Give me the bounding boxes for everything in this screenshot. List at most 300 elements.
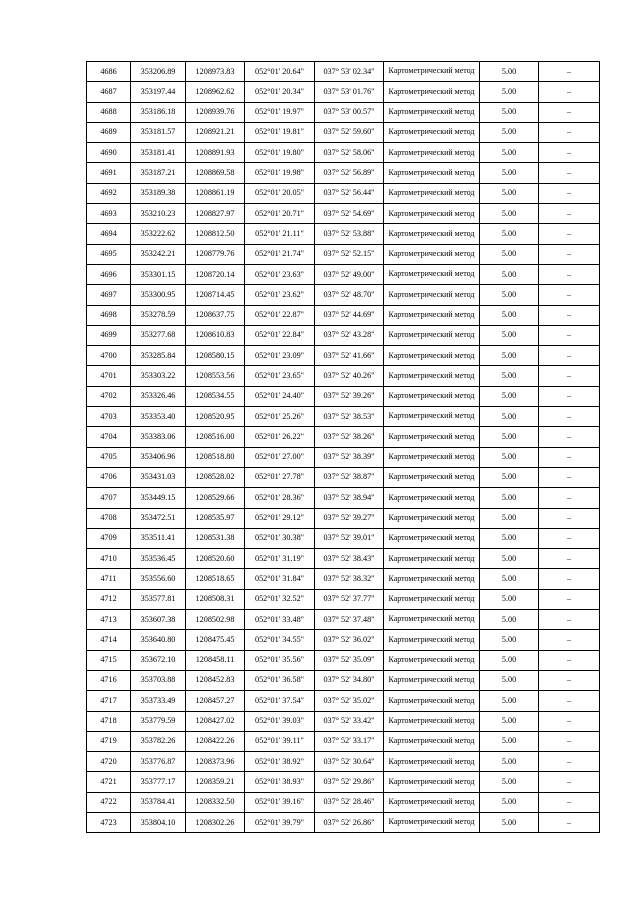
y-coordinate-cell: 1208812.50 [186, 224, 245, 244]
latitude-cell: 052°01' 34.55" [245, 630, 315, 650]
accuracy-cell: 5.00 [480, 569, 539, 589]
note-cell: – [539, 427, 600, 447]
latitude-cell: 052°01' 26.22" [245, 427, 315, 447]
coordinates-table [86, 61, 600, 833]
y-coordinate-cell: 1208518.65 [186, 569, 245, 589]
x-coordinate-cell: 353383.06 [131, 427, 186, 447]
method-cell: Картометрический метод [384, 447, 480, 467]
longitude-cell: 037° 52' 39.26" [315, 386, 384, 406]
method-cell: Картометрический метод [384, 427, 480, 447]
y-coordinate-cell: 1208422.26 [186, 731, 245, 751]
method-cell: Картометрический метод [384, 731, 480, 751]
latitude-cell: 052°01' 20.71" [245, 204, 315, 224]
y-coordinate-cell: 1208720.14 [186, 264, 245, 284]
note-cell: – [539, 264, 600, 284]
table-row [87, 752, 600, 772]
x-coordinate-cell: 353536.45 [131, 549, 186, 569]
latitude-cell: 052°01' 19.80" [245, 143, 315, 163]
method-cell: Картометрический метод [384, 407, 480, 427]
point-number-cell: 4694 [87, 224, 131, 244]
latitude-cell: 052°01' 23.09" [245, 346, 315, 366]
accuracy-cell: 5.00 [480, 386, 539, 406]
y-coordinate-cell: 1208553.56 [186, 366, 245, 386]
table-row [87, 610, 600, 630]
point-number-cell: 4702 [87, 386, 131, 406]
longitude-cell: 037° 52' 38.53" [315, 407, 384, 427]
point-number-cell: 4712 [87, 589, 131, 609]
accuracy-cell: 5.00 [480, 508, 539, 528]
latitude-cell: 052°01' 31.84" [245, 569, 315, 589]
table-row [87, 812, 600, 832]
accuracy-cell: 5.00 [480, 792, 539, 812]
longitude-cell: 037° 52' 59.60" [315, 122, 384, 142]
y-coordinate-cell: 1208610.83 [186, 325, 245, 345]
latitude-cell: 052°01' 32.52" [245, 589, 315, 609]
accuracy-cell: 5.00 [480, 325, 539, 345]
table-row [87, 467, 600, 487]
longitude-cell: 037° 52' 54.69" [315, 204, 384, 224]
method-cell: Картометрический метод [384, 569, 480, 589]
x-coordinate-cell: 353187.21 [131, 163, 186, 183]
note-cell: – [539, 711, 600, 731]
table-row [87, 82, 600, 102]
table-row [87, 366, 600, 386]
note-cell: – [539, 366, 600, 386]
latitude-cell: 052°01' 20.34" [245, 82, 315, 102]
accuracy-cell: 5.00 [480, 427, 539, 447]
latitude-cell: 052°01' 36.58" [245, 670, 315, 690]
x-coordinate-cell: 353181.57 [131, 122, 186, 142]
y-coordinate-cell: 1208518.80 [186, 447, 245, 467]
x-coordinate-cell: 353703.88 [131, 670, 186, 690]
longitude-cell: 037° 52' 26.86" [315, 812, 384, 832]
table-row [87, 792, 600, 812]
accuracy-cell: 5.00 [480, 610, 539, 630]
longitude-cell: 037° 52' 37.77" [315, 589, 384, 609]
latitude-cell: 052°01' 22.84" [245, 325, 315, 345]
point-number-cell: 4693 [87, 204, 131, 224]
note-cell: – [539, 569, 600, 589]
latitude-cell: 052°01' 33.48" [245, 610, 315, 630]
x-coordinate-cell: 353189.38 [131, 183, 186, 203]
table-row [87, 386, 600, 406]
x-coordinate-cell: 353804.10 [131, 812, 186, 832]
method-cell: Картометрический метод [384, 589, 480, 609]
point-number-cell: 4709 [87, 528, 131, 548]
y-coordinate-cell: 1208779.76 [186, 244, 245, 264]
latitude-cell: 052°01' 23.65" [245, 366, 315, 386]
point-number-cell: 4701 [87, 366, 131, 386]
longitude-cell: 037° 52' 29.86" [315, 772, 384, 792]
method-cell: Картометрический метод [384, 711, 480, 731]
accuracy-cell: 5.00 [480, 82, 539, 102]
accuracy-cell: 5.00 [480, 752, 539, 772]
accuracy-cell: 5.00 [480, 407, 539, 427]
note-cell: – [539, 731, 600, 751]
latitude-cell: 052°01' 35.56" [245, 650, 315, 670]
x-coordinate-cell: 353640.80 [131, 630, 186, 650]
table-row [87, 264, 600, 284]
accuracy-cell: 5.00 [480, 812, 539, 832]
x-coordinate-cell: 353607.38 [131, 610, 186, 630]
point-number-cell: 4695 [87, 244, 131, 264]
longitude-cell: 037° 52' 40.26" [315, 366, 384, 386]
note-cell: – [539, 670, 600, 690]
point-number-cell: 4700 [87, 346, 131, 366]
y-coordinate-cell: 1208520.95 [186, 407, 245, 427]
y-coordinate-cell: 1208531.38 [186, 528, 245, 548]
y-coordinate-cell: 1208580.15 [186, 346, 245, 366]
point-number-cell: 4687 [87, 82, 131, 102]
table-row [87, 244, 600, 264]
table-row [87, 589, 600, 609]
y-coordinate-cell: 1208921.21 [186, 122, 245, 142]
x-coordinate-cell: 353472.51 [131, 508, 186, 528]
table-row [87, 447, 600, 467]
point-number-cell: 4714 [87, 630, 131, 650]
y-coordinate-cell: 1208508.31 [186, 589, 245, 609]
x-coordinate-cell: 353206.89 [131, 62, 186, 82]
note-cell: – [539, 122, 600, 142]
longitude-cell: 037° 52' 49.00" [315, 264, 384, 284]
method-cell: Картометрический метод [384, 528, 480, 548]
longitude-cell: 037° 52' 38.43" [315, 549, 384, 569]
accuracy-cell: 5.00 [480, 163, 539, 183]
latitude-cell: 052°01' 19.97" [245, 102, 315, 122]
accuracy-cell: 5.00 [480, 488, 539, 508]
table-row [87, 549, 600, 569]
note-cell: – [539, 467, 600, 487]
table-row [87, 183, 600, 203]
y-coordinate-cell: 1208827.97 [186, 204, 245, 224]
point-number-cell: 4704 [87, 427, 131, 447]
accuracy-cell: 5.00 [480, 224, 539, 244]
x-coordinate-cell: 353779.59 [131, 711, 186, 731]
note-cell: – [539, 163, 600, 183]
accuracy-cell: 5.00 [480, 467, 539, 487]
accuracy-cell: 5.00 [480, 670, 539, 690]
y-coordinate-cell: 1208359.21 [186, 772, 245, 792]
method-cell: Картометрический метод [384, 752, 480, 772]
y-coordinate-cell: 1208869.58 [186, 163, 245, 183]
longitude-cell: 037° 52' 35.09" [315, 650, 384, 670]
point-number-cell: 4691 [87, 163, 131, 183]
note-cell: – [539, 244, 600, 264]
note-cell: – [539, 447, 600, 467]
longitude-cell: 037° 52' 53.88" [315, 224, 384, 244]
y-coordinate-cell: 1208458.11 [186, 650, 245, 670]
y-coordinate-cell: 1208973.83 [186, 62, 245, 82]
latitude-cell: 052°01' 27.78" [245, 467, 315, 487]
x-coordinate-cell: 353431.03 [131, 467, 186, 487]
note-cell: – [539, 407, 600, 427]
accuracy-cell: 5.00 [480, 650, 539, 670]
latitude-cell: 052°01' 37.54" [245, 691, 315, 711]
accuracy-cell: 5.00 [480, 528, 539, 548]
point-number-cell: 4717 [87, 691, 131, 711]
note-cell: – [539, 691, 600, 711]
table-row [87, 630, 600, 650]
method-cell: Картометрический метод [384, 610, 480, 630]
table-row [87, 163, 600, 183]
note-cell: – [539, 650, 600, 670]
x-coordinate-cell: 353197.44 [131, 82, 186, 102]
method-cell: Картометрический метод [384, 812, 480, 832]
point-number-cell: 4689 [87, 122, 131, 142]
latitude-cell: 052°01' 38.92" [245, 752, 315, 772]
point-number-cell: 4715 [87, 650, 131, 670]
accuracy-cell: 5.00 [480, 285, 539, 305]
longitude-cell: 037° 52' 33.17" [315, 731, 384, 751]
y-coordinate-cell: 1208535.97 [186, 508, 245, 528]
longitude-cell: 037° 52' 28.46" [315, 792, 384, 812]
table-row [87, 102, 600, 122]
method-cell: Картометрический метод [384, 102, 480, 122]
longitude-cell: 037° 52' 56.89" [315, 163, 384, 183]
longitude-cell: 037° 52' 43.28" [315, 325, 384, 345]
note-cell: – [539, 386, 600, 406]
y-coordinate-cell: 1208475.45 [186, 630, 245, 650]
latitude-cell: 052°01' 21.74" [245, 244, 315, 264]
note-cell: – [539, 102, 600, 122]
method-cell: Картометрический метод [384, 264, 480, 284]
longitude-cell: 037° 52' 38.39" [315, 447, 384, 467]
accuracy-cell: 5.00 [480, 264, 539, 284]
method-cell: Картометрический метод [384, 386, 480, 406]
y-coordinate-cell: 1208534.55 [186, 386, 245, 406]
point-number-cell: 4697 [87, 285, 131, 305]
longitude-cell: 037° 52' 37.48" [315, 610, 384, 630]
point-number-cell: 4722 [87, 792, 131, 812]
latitude-cell: 052°01' 29.12" [245, 508, 315, 528]
x-coordinate-cell: 353326.46 [131, 386, 186, 406]
y-coordinate-cell: 1208714.45 [186, 285, 245, 305]
latitude-cell: 052°01' 24.40" [245, 386, 315, 406]
y-coordinate-cell: 1208452.83 [186, 670, 245, 690]
note-cell: – [539, 62, 600, 82]
latitude-cell: 052°01' 22.87" [245, 305, 315, 325]
y-coordinate-cell: 1208457.27 [186, 691, 245, 711]
longitude-cell: 037° 52' 38.87" [315, 467, 384, 487]
method-cell: Картометрический метод [384, 549, 480, 569]
method-cell: Картометрический метод [384, 62, 480, 82]
method-cell: Картометрический метод [384, 488, 480, 508]
accuracy-cell: 5.00 [480, 122, 539, 142]
x-coordinate-cell: 353300.95 [131, 285, 186, 305]
table-row [87, 711, 600, 731]
y-coordinate-cell: 1208528.02 [186, 467, 245, 487]
table-row [87, 528, 600, 548]
note-cell: – [539, 488, 600, 508]
point-number-cell: 4699 [87, 325, 131, 345]
point-number-cell: 4718 [87, 711, 131, 731]
latitude-cell: 052°01' 19.81" [245, 122, 315, 142]
method-cell: Картометрический метод [384, 325, 480, 345]
x-coordinate-cell: 353303.22 [131, 366, 186, 386]
method-cell: Картометрический метод [384, 366, 480, 386]
longitude-cell: 037° 52' 48.70" [315, 285, 384, 305]
accuracy-cell: 5.00 [480, 711, 539, 731]
x-coordinate-cell: 353556.60 [131, 569, 186, 589]
table-row [87, 772, 600, 792]
longitude-cell: 037° 52' 38.94" [315, 488, 384, 508]
y-coordinate-cell: 1208861.19 [186, 183, 245, 203]
point-number-cell: 4705 [87, 447, 131, 467]
x-coordinate-cell: 353242.21 [131, 244, 186, 264]
latitude-cell: 052°01' 39.79" [245, 812, 315, 832]
point-number-cell: 4690 [87, 143, 131, 163]
x-coordinate-cell: 353776.87 [131, 752, 186, 772]
point-number-cell: 4713 [87, 610, 131, 630]
x-coordinate-cell: 353278.59 [131, 305, 186, 325]
method-cell: Картометрический метод [384, 630, 480, 650]
x-coordinate-cell: 353186.18 [131, 102, 186, 122]
longitude-cell: 037° 52' 34.80" [315, 670, 384, 690]
note-cell: – [539, 589, 600, 609]
note-cell: – [539, 204, 600, 224]
point-number-cell: 4711 [87, 569, 131, 589]
point-number-cell: 4707 [87, 488, 131, 508]
point-number-cell: 4698 [87, 305, 131, 325]
method-cell: Картометрический метод [384, 650, 480, 670]
note-cell: – [539, 812, 600, 832]
method-cell: Картометрический метод [384, 467, 480, 487]
longitude-cell: 037° 52' 41.66" [315, 346, 384, 366]
latitude-cell: 052°01' 21.11" [245, 224, 315, 244]
method-cell: Картометрический метод [384, 772, 480, 792]
table-row [87, 650, 600, 670]
point-number-cell: 4706 [87, 467, 131, 487]
method-cell: Картометрический метод [384, 143, 480, 163]
y-coordinate-cell: 1208520.60 [186, 549, 245, 569]
x-coordinate-cell: 353784.41 [131, 792, 186, 812]
y-coordinate-cell: 1208529.66 [186, 488, 245, 508]
note-cell: – [539, 549, 600, 569]
point-number-cell: 4710 [87, 549, 131, 569]
note-cell: – [539, 82, 600, 102]
y-coordinate-cell: 1208962.62 [186, 82, 245, 102]
accuracy-cell: 5.00 [480, 204, 539, 224]
longitude-cell: 037° 52' 38.32" [315, 569, 384, 589]
note-cell: – [539, 305, 600, 325]
method-cell: Картометрический метод [384, 691, 480, 711]
accuracy-cell: 5.00 [480, 772, 539, 792]
accuracy-cell: 5.00 [480, 102, 539, 122]
table-row [87, 62, 600, 82]
note-cell: – [539, 508, 600, 528]
note-cell: – [539, 792, 600, 812]
y-coordinate-cell: 1208939.76 [186, 102, 245, 122]
x-coordinate-cell: 353672.10 [131, 650, 186, 670]
y-coordinate-cell: 1208332.50 [186, 792, 245, 812]
note-cell: – [539, 630, 600, 650]
accuracy-cell: 5.00 [480, 183, 539, 203]
table-row [87, 488, 600, 508]
table-row [87, 407, 600, 427]
x-coordinate-cell: 353782.26 [131, 731, 186, 751]
table-row [87, 731, 600, 751]
method-cell: Картометрический метод [384, 82, 480, 102]
accuracy-cell: 5.00 [480, 589, 539, 609]
point-number-cell: 4692 [87, 183, 131, 203]
point-number-cell: 4686 [87, 62, 131, 82]
longitude-cell: 037° 52' 56.44" [315, 183, 384, 203]
point-number-cell: 4721 [87, 772, 131, 792]
x-coordinate-cell: 353406.96 [131, 447, 186, 467]
table-row [87, 569, 600, 589]
x-coordinate-cell: 353277.68 [131, 325, 186, 345]
method-cell: Картометрический метод [384, 792, 480, 812]
accuracy-cell: 5.00 [480, 630, 539, 650]
method-cell: Картометрический метод [384, 346, 480, 366]
table-row [87, 224, 600, 244]
point-number-cell: 4723 [87, 812, 131, 832]
y-coordinate-cell: 1208373.96 [186, 752, 245, 772]
point-number-cell: 4696 [87, 264, 131, 284]
x-coordinate-cell: 353285.84 [131, 346, 186, 366]
accuracy-cell: 5.00 [480, 143, 539, 163]
y-coordinate-cell: 1208891.93 [186, 143, 245, 163]
point-number-cell: 4719 [87, 731, 131, 751]
longitude-cell: 037° 52' 33.42" [315, 711, 384, 731]
accuracy-cell: 5.00 [480, 691, 539, 711]
longitude-cell: 037° 52' 35.02" [315, 691, 384, 711]
x-coordinate-cell: 353777.17 [131, 772, 186, 792]
longitude-cell: 037° 53' 02.34" [315, 62, 384, 82]
method-cell: Картометрический метод [384, 508, 480, 528]
latitude-cell: 052°01' 38.93" [245, 772, 315, 792]
method-cell: Картометрический метод [384, 244, 480, 264]
table-row [87, 427, 600, 447]
longitude-cell: 037° 52' 39.01" [315, 528, 384, 548]
x-coordinate-cell: 353511.41 [131, 528, 186, 548]
accuracy-cell: 5.00 [480, 346, 539, 366]
latitude-cell: 052°01' 23.63" [245, 264, 315, 284]
accuracy-cell: 5.00 [480, 244, 539, 264]
longitude-cell: 037° 52' 38.26" [315, 427, 384, 447]
accuracy-cell: 5.00 [480, 447, 539, 467]
y-coordinate-cell: 1208502.98 [186, 610, 245, 630]
table-row [87, 305, 600, 325]
x-coordinate-cell: 353301.15 [131, 264, 186, 284]
latitude-cell: 052°01' 39.03" [245, 711, 315, 731]
note-cell: – [539, 224, 600, 244]
longitude-cell: 037° 52' 44.69" [315, 305, 384, 325]
method-cell: Картометрический метод [384, 122, 480, 142]
method-cell: Картометрический метод [384, 305, 480, 325]
accuracy-cell: 5.00 [480, 62, 539, 82]
table-row [87, 670, 600, 690]
y-coordinate-cell: 1208302.26 [186, 812, 245, 832]
longitude-cell: 037° 52' 30.64" [315, 752, 384, 772]
table-row [87, 204, 600, 224]
latitude-cell: 052°01' 30.38" [245, 528, 315, 548]
note-cell: – [539, 772, 600, 792]
method-cell: Картометрический метод [384, 670, 480, 690]
longitude-cell: 037° 52' 52.15" [315, 244, 384, 264]
method-cell: Картометрический метод [384, 224, 480, 244]
x-coordinate-cell: 353181.41 [131, 143, 186, 163]
table-row [87, 285, 600, 305]
longitude-cell: 037° 52' 36.02" [315, 630, 384, 650]
x-coordinate-cell: 353353.40 [131, 407, 186, 427]
x-coordinate-cell: 353577.81 [131, 589, 186, 609]
longitude-cell: 037° 53' 00.57" [315, 102, 384, 122]
table-row [87, 346, 600, 366]
x-coordinate-cell: 353222.62 [131, 224, 186, 244]
x-coordinate-cell: 353210.23 [131, 204, 186, 224]
longitude-cell: 037° 53' 01.76" [315, 82, 384, 102]
